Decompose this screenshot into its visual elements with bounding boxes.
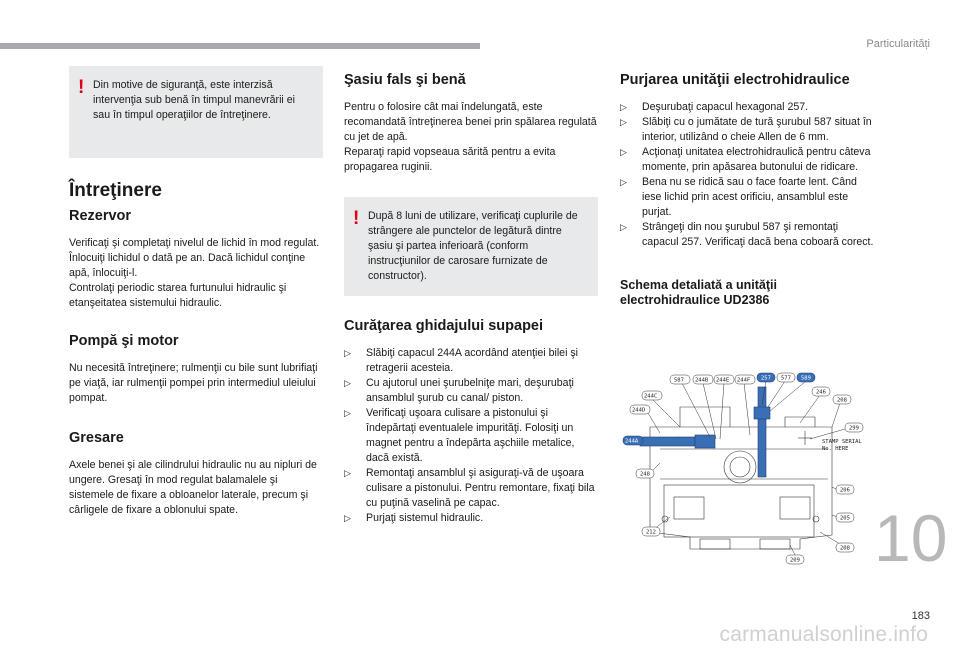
warning-icon: !	[353, 208, 360, 229]
arrow-bullet-icon: ▷	[620, 102, 627, 112]
page-title: Întreţinere	[69, 180, 162, 201]
svg-text:244F: 244F	[737, 377, 751, 384]
section-name: Particularități	[866, 38, 930, 50]
svg-text:209: 209	[790, 557, 800, 564]
label-244C	[642, 391, 662, 400]
label-205	[836, 513, 854, 522]
list-item: ▷ Slăbiţi capacul 244A acordând atenţiei bilei şi retragerii acesteia.	[344, 347, 579, 374]
svg-text:257: 257	[761, 375, 771, 382]
arrow-bullet-icon: ▷	[620, 222, 627, 232]
heading-schema: Schema detaliată a unităţii electrohidraulice UD2386	[620, 278, 777, 307]
warning-text: Din motive de siguranţă, este interzisă intervenţia sub benă în timpul manevrării ei sau în timpul operaţiilor de întreţinere.	[93, 79, 295, 121]
header-bar	[0, 43, 480, 49]
rezervor-text-2: Controlaţi periodic starea furtunului hidraulic şi etanşeitatea sistemului hidraulic.	[69, 282, 287, 309]
arrow-bullet-icon: ▷	[620, 177, 627, 187]
label-587	[670, 375, 690, 384]
list-item: ▷ Cu ajutorul unei şurubelniţe mari, deşurubaţi ansamblul şurub cu canal/ piston.	[344, 377, 574, 404]
heading-purjare: Purjarea unităţii electrohidraulice	[620, 72, 850, 88]
heading-gresare: Gresare	[69, 430, 124, 446]
svg-text:246: 246	[816, 389, 826, 396]
warning-icon: !	[78, 77, 85, 98]
list-item: ▷ Strângeţi din nou şurubul 587 şi remontaţi capacul 257. Verificaţi dacă bena coboară corect.	[620, 221, 874, 248]
heading-sasiu: Şasiu fals şi benă	[344, 72, 466, 88]
arrow-bullet-icon: ▷	[620, 117, 627, 127]
chapter-number: 10	[874, 501, 948, 575]
list-item: ▷ Purjaţi sistemul hidraulic.	[344, 512, 484, 524]
label-209	[786, 555, 804, 564]
column-3	[620, 66, 876, 308]
heading-rezervor: Rezervor	[69, 208, 132, 224]
page-number: 183	[911, 610, 930, 622]
list-item: ▷ Bena nu se ridică sau o face foarte lent. Când iese lichid prin acest orificiu, ansamblul este purjat.	[620, 176, 857, 218]
arrow-bullet-icon: ▷	[344, 348, 351, 358]
arrow-bullet-icon: ▷	[344, 378, 351, 388]
arrow-bullet-icon: ▷	[344, 513, 351, 523]
list-item: ▷ Remontaţi ansamblul şi asiguraţi-vă de uşoara culisare a pistonului. Pentru remontare, fixaţi bila cu puţină vaselină pe capac.	[344, 467, 595, 509]
torque-warning-box	[344, 197, 598, 296]
list-item: ▷ Slăbiţi cu o jumătate de tură şurubul 587 situat în interior, utilizând o cheie Allen de 6 mm.	[620, 116, 872, 143]
arrow-bullet-icon: ▷	[344, 408, 351, 418]
label-244A	[623, 436, 643, 445]
svg-text:587: 587	[674, 377, 684, 384]
safety-warning-box	[69, 66, 323, 158]
svg-text:299: 299	[849, 425, 859, 432]
arrow-bullet-icon: ▷	[620, 147, 627, 157]
svg-text:208: 208	[837, 397, 847, 404]
svg-text:208: 208	[840, 545, 850, 552]
svg-text:577: 577	[781, 375, 791, 382]
svg-text:206: 206	[840, 487, 850, 494]
stamp-serial-note	[822, 439, 862, 452]
label-208	[833, 395, 851, 404]
svg-text:No. HERE: No. HERE	[822, 446, 849, 452]
label-244D	[630, 405, 650, 414]
label-257	[757, 373, 775, 382]
leader-lines	[635, 381, 845, 557]
svg-text:205: 205	[840, 515, 850, 522]
sasiu-text-2: Reparaţi rapid vopseaua sărită pentru a evita propagarea ruginii.	[344, 146, 556, 173]
label-246	[812, 387, 830, 396]
label-208b	[836, 543, 854, 552]
pompa-text: Nu necesită întreţinere; rulmenţii cu bile sunt lubrifiaţi pe viaţă, iar rulmenţii pompei prin intermediul uleiului pompat.	[69, 362, 318, 404]
label-248	[636, 469, 654, 478]
arrow-bullet-icon: ▷	[344, 468, 351, 478]
svg-text:244B: 244B	[695, 377, 709, 384]
list-item: ▷ Deşurubaţi capacul hexagonal 257.	[620, 101, 809, 113]
label-206	[836, 485, 854, 494]
warning-text: După 8 luni de utilizare, verificaţi cuplurile de strângere ale punctelor de legătură dintre şasiu şi partea inferioară (conform instrucţiunilor de carosare furnizate de constructor).	[368, 210, 578, 282]
label-244E	[714, 375, 734, 384]
svg-text:212: 212	[646, 529, 656, 536]
unit-body	[650, 407, 832, 549]
curatare-steps	[344, 346, 598, 526]
column-1	[69, 66, 323, 518]
column-2	[344, 66, 598, 526]
svg-text:244A: 244A	[625, 438, 639, 445]
svg-text:244E: 244E	[716, 377, 730, 384]
svg-text:244C: 244C	[644, 393, 658, 400]
svg-text:248: 248	[640, 471, 650, 478]
list-item: ▷ Acţionaţi unitatea electrohidraulică pentru câteva momente, prin apăsarea butonului de ridicare.	[620, 146, 871, 173]
electrohydraulic-unit-diagram	[620, 367, 876, 567]
label-212	[642, 527, 660, 536]
gresare-text: Axele benei şi ale cilindrului hidraulic nu au nipluri de ungere. Gresaţi în mod regulat balamalele şi sistemele de fixare a obloanelor laterale, precum şi cârligele de fixare a oblonului spate.	[69, 459, 317, 516]
heading-curatare: Curăţarea ghidajului supapei	[344, 318, 544, 334]
purjare-steps	[620, 100, 876, 250]
label-244B	[693, 375, 713, 384]
list-item: ▷ Verificaţi uşoara culisare a pistonului şi îndepărtaţi eventualele impurităţi. Folosiţi un magnet pentru a îndepărta aşchiile metalice, dacă există.	[344, 407, 575, 464]
label-589	[797, 373, 815, 382]
svg-text:244D: 244D	[632, 407, 646, 414]
rezervor-text-1: Verificaţi şi completaţi nivelul de lichid în mod regulat. Înlocuiţi lichidul o dată pe an. Dacă lichidul conţine apă, înlocuiţi-l.	[69, 237, 320, 279]
svg-text:STAMP SERIAL: STAMP SERIAL	[822, 439, 862, 445]
label-577	[777, 373, 795, 382]
label-299	[845, 423, 863, 432]
watermark: carmanualsonline.info	[719, 623, 928, 646]
svg-text:589: 589	[801, 375, 811, 382]
heading-pompa: Pompă şi motor	[69, 333, 179, 349]
label-244F	[735, 375, 755, 384]
sasiu-text-1: Pentru o folosire cât mai îndelungată, este recomandată întreţinerea benei prin spălarea regulată cu jet de apă.	[344, 101, 597, 143]
